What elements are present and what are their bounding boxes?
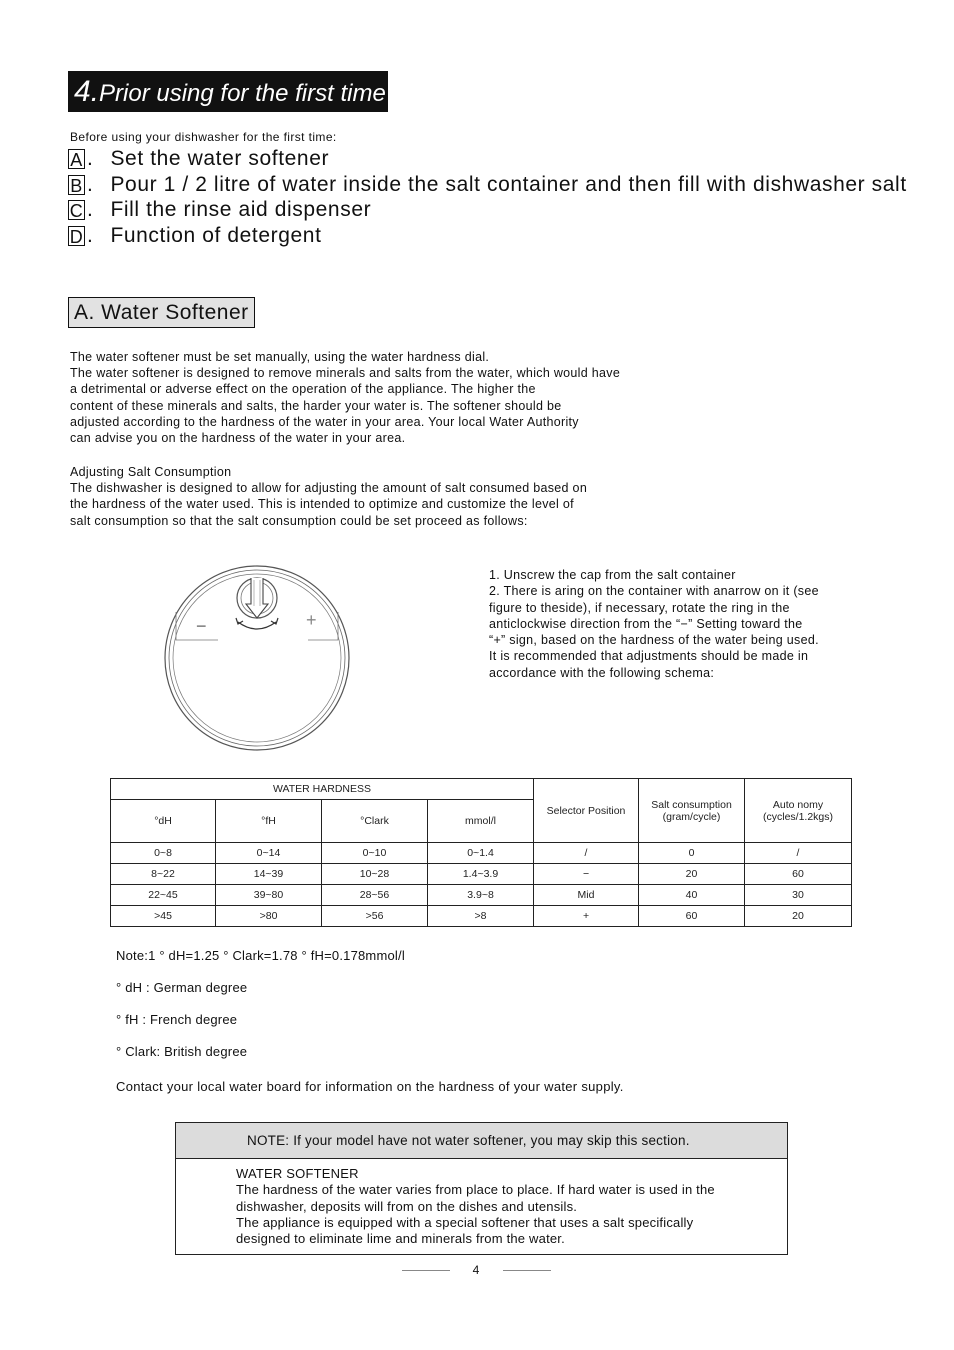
table-row: [111, 906, 852, 927]
step-a: A . Set the water softener: [68, 146, 907, 172]
step-text: Set the water softener: [110, 147, 330, 170]
dial-minus-label: −: [196, 616, 207, 636]
table-cell: 20: [639, 864, 745, 885]
salt-consumption-paragraph: [70, 464, 587, 529]
table-row: [111, 843, 852, 864]
table-cell: 30: [745, 885, 852, 906]
table-cell: 40: [639, 885, 745, 906]
table-cell: 22~45: [111, 885, 216, 906]
table-cell: >56: [322, 906, 428, 927]
section-number: 4.: [74, 75, 100, 108]
table-cell: 39~80: [216, 885, 322, 906]
note-box-head: NOTE: If your model have not water softener, you may skip this section.: [176, 1123, 787, 1159]
water-hardness-table: [110, 778, 852, 927]
table-cell: 60: [639, 906, 745, 927]
note-line: dishwasher, deposits will from on the dishes and utensils.: [236, 1198, 578, 1214]
salt-consumption-header: [639, 779, 745, 843]
header-line: Salt consumption: [651, 798, 732, 811]
unit-dh: °dH: [111, 800, 216, 843]
water-hardness-header: WATER HARDNESS: [111, 779, 534, 800]
paragraph-line: salt consumption so that the salt consumption could be set proceed as follows:: [70, 513, 528, 528]
dial-instructions: [489, 567, 819, 681]
step-letter: D: [69, 226, 84, 247]
autonomy-header: [745, 779, 852, 843]
table-cell: >45: [111, 906, 216, 927]
note-conversion: Note:1 ° dH=1.25 ° Clark=1.78 ° fH=0.178mmol/l: [116, 948, 405, 963]
contact-text: Contact your local water board for information on the hardness of your water supply.: [116, 1079, 624, 1094]
table-cell: +: [534, 906, 639, 927]
table-cell: 0~14: [216, 843, 322, 864]
table-cell: 0: [639, 843, 745, 864]
table-cell: 10~28: [322, 864, 428, 885]
instruction-line: figure to theside), if necessary, rotate the ring in the: [489, 600, 790, 615]
instruction-line: anticlockwise direction from the “−” Setting toward the: [489, 616, 803, 631]
table-cell: 1.4~3.9: [428, 864, 534, 885]
table-cell: −: [534, 864, 639, 885]
instruction-line: 1. Unscrew the cap from the salt container: [489, 568, 736, 582]
step-letter: B: [68, 175, 85, 195]
step-letter: C: [69, 201, 84, 222]
paragraph-line: can advise you on the hardness of the water in your area.: [70, 430, 406, 445]
paragraph-line: The water softener is designed to remove minerals and salts from the water, which would have: [70, 366, 621, 381]
table-cell: 60: [745, 864, 852, 885]
steps-list: [68, 146, 907, 248]
step-letter: A: [68, 149, 85, 169]
step-c: C . Fill the rinse aid dispenser: [69, 198, 372, 222]
paragraph-line: content of these minerals and salts, the harder your water is. The softener should be: [70, 398, 562, 413]
table-cell: 0~1.4: [428, 843, 534, 864]
table-cell: Mid: [534, 885, 639, 906]
step-text: Pour 1 / 2 litre of water inside the salt container and then fill with dishwasher salt: [110, 172, 907, 196]
note-french-degree: ° fH : French degree: [116, 1012, 238, 1027]
page-footer: [400, 1262, 552, 1280]
footer-rule: [503, 1270, 551, 1271]
instruction-line: 2. There is aring on the container with anarrow on it (see: [489, 584, 819, 599]
table-cell: /: [534, 843, 639, 864]
step-d: D . Function of detergent: [69, 223, 322, 247]
paragraph-line: Adjusting Salt Consumption: [70, 465, 232, 479]
table-cell: 20: [745, 906, 852, 927]
step-b: B . Pour 1 / 2 litre of water inside the salt container and then fill with dishwasher salt: [68, 172, 907, 198]
table-cell: 28~56: [322, 885, 428, 906]
step-text: Function of detergent: [110, 223, 322, 247]
note-british-degree: ° Clark: British degree: [116, 1044, 248, 1059]
selector-position-header: Selector Position: [534, 779, 639, 843]
softener-paragraph: [70, 349, 620, 446]
note-line: WATER SOFTENER: [236, 1166, 359, 1181]
table-cell: 14~39: [216, 864, 322, 885]
dial-plus-label: +: [306, 610, 317, 630]
header-line: (gram/cycle): [662, 810, 721, 823]
note-box: [175, 1122, 788, 1255]
instruction-line: It is recommended that adjustments should be made in: [489, 649, 809, 664]
note-box-body: [176, 1159, 787, 1247]
note-german-degree: ° dH : German degree: [116, 980, 248, 995]
unit-fh: °fH: [216, 800, 322, 843]
table-row: [111, 864, 852, 885]
table-cell: /: [745, 843, 852, 864]
table-cell: 0~8: [111, 843, 216, 864]
unit-mmol: mmol/l: [428, 800, 534, 843]
paragraph-line: The water softener must be set manually, using the water hardness dial.: [70, 350, 490, 364]
section-title: [68, 71, 388, 112]
instruction-line: “+” sign, based on the hardness of the water being used.: [489, 633, 819, 648]
unit-clark: °Clark: [322, 800, 428, 843]
paragraph-line: the hardness of the water used. This is intended to optimize and customize the level of: [70, 497, 574, 512]
salt-container-dial-figure: [158, 560, 358, 756]
paragraph-line: adjusted according to the hardness of the water in your area. Your local Water Authority: [70, 414, 579, 429]
table-cell: 8~22: [111, 864, 216, 885]
paragraph-line: The dishwasher is designed to allow for adjusting the amount of salt consumed based on: [70, 481, 588, 496]
header-line: Auto nomy: [772, 798, 824, 811]
note-line: designed to eliminate lime and minerals from the water.: [236, 1231, 565, 1247]
step-text: Fill the rinse aid dispenser: [110, 198, 372, 221]
table-cell: >8: [428, 906, 534, 927]
table-cell: >80: [216, 906, 322, 927]
table-cell: 3.9~8: [428, 885, 534, 906]
table-cell: 0~10: [322, 843, 428, 864]
section-title-text: Prior using for the first time: [99, 80, 386, 107]
intro-text: Before using your dishwasher for the first time:: [70, 130, 337, 144]
header-line: (cycles/1.2kgs): [763, 810, 834, 823]
instruction-line: accordance with the following schema:: [489, 665, 715, 680]
water-softener-heading: A. Water Softener: [68, 297, 255, 328]
note-line: The hardness of the water varies from place to place. If hard water is used in the: [236, 1182, 715, 1198]
note-line: The appliance is equipped with a special softener that uses a salt specifically: [236, 1214, 694, 1230]
paragraph-line: a detrimental or adverse effect on the operation of the appliance. The higher the: [70, 382, 536, 397]
table-row: [111, 885, 852, 906]
page-number: 4: [472, 1263, 480, 1277]
